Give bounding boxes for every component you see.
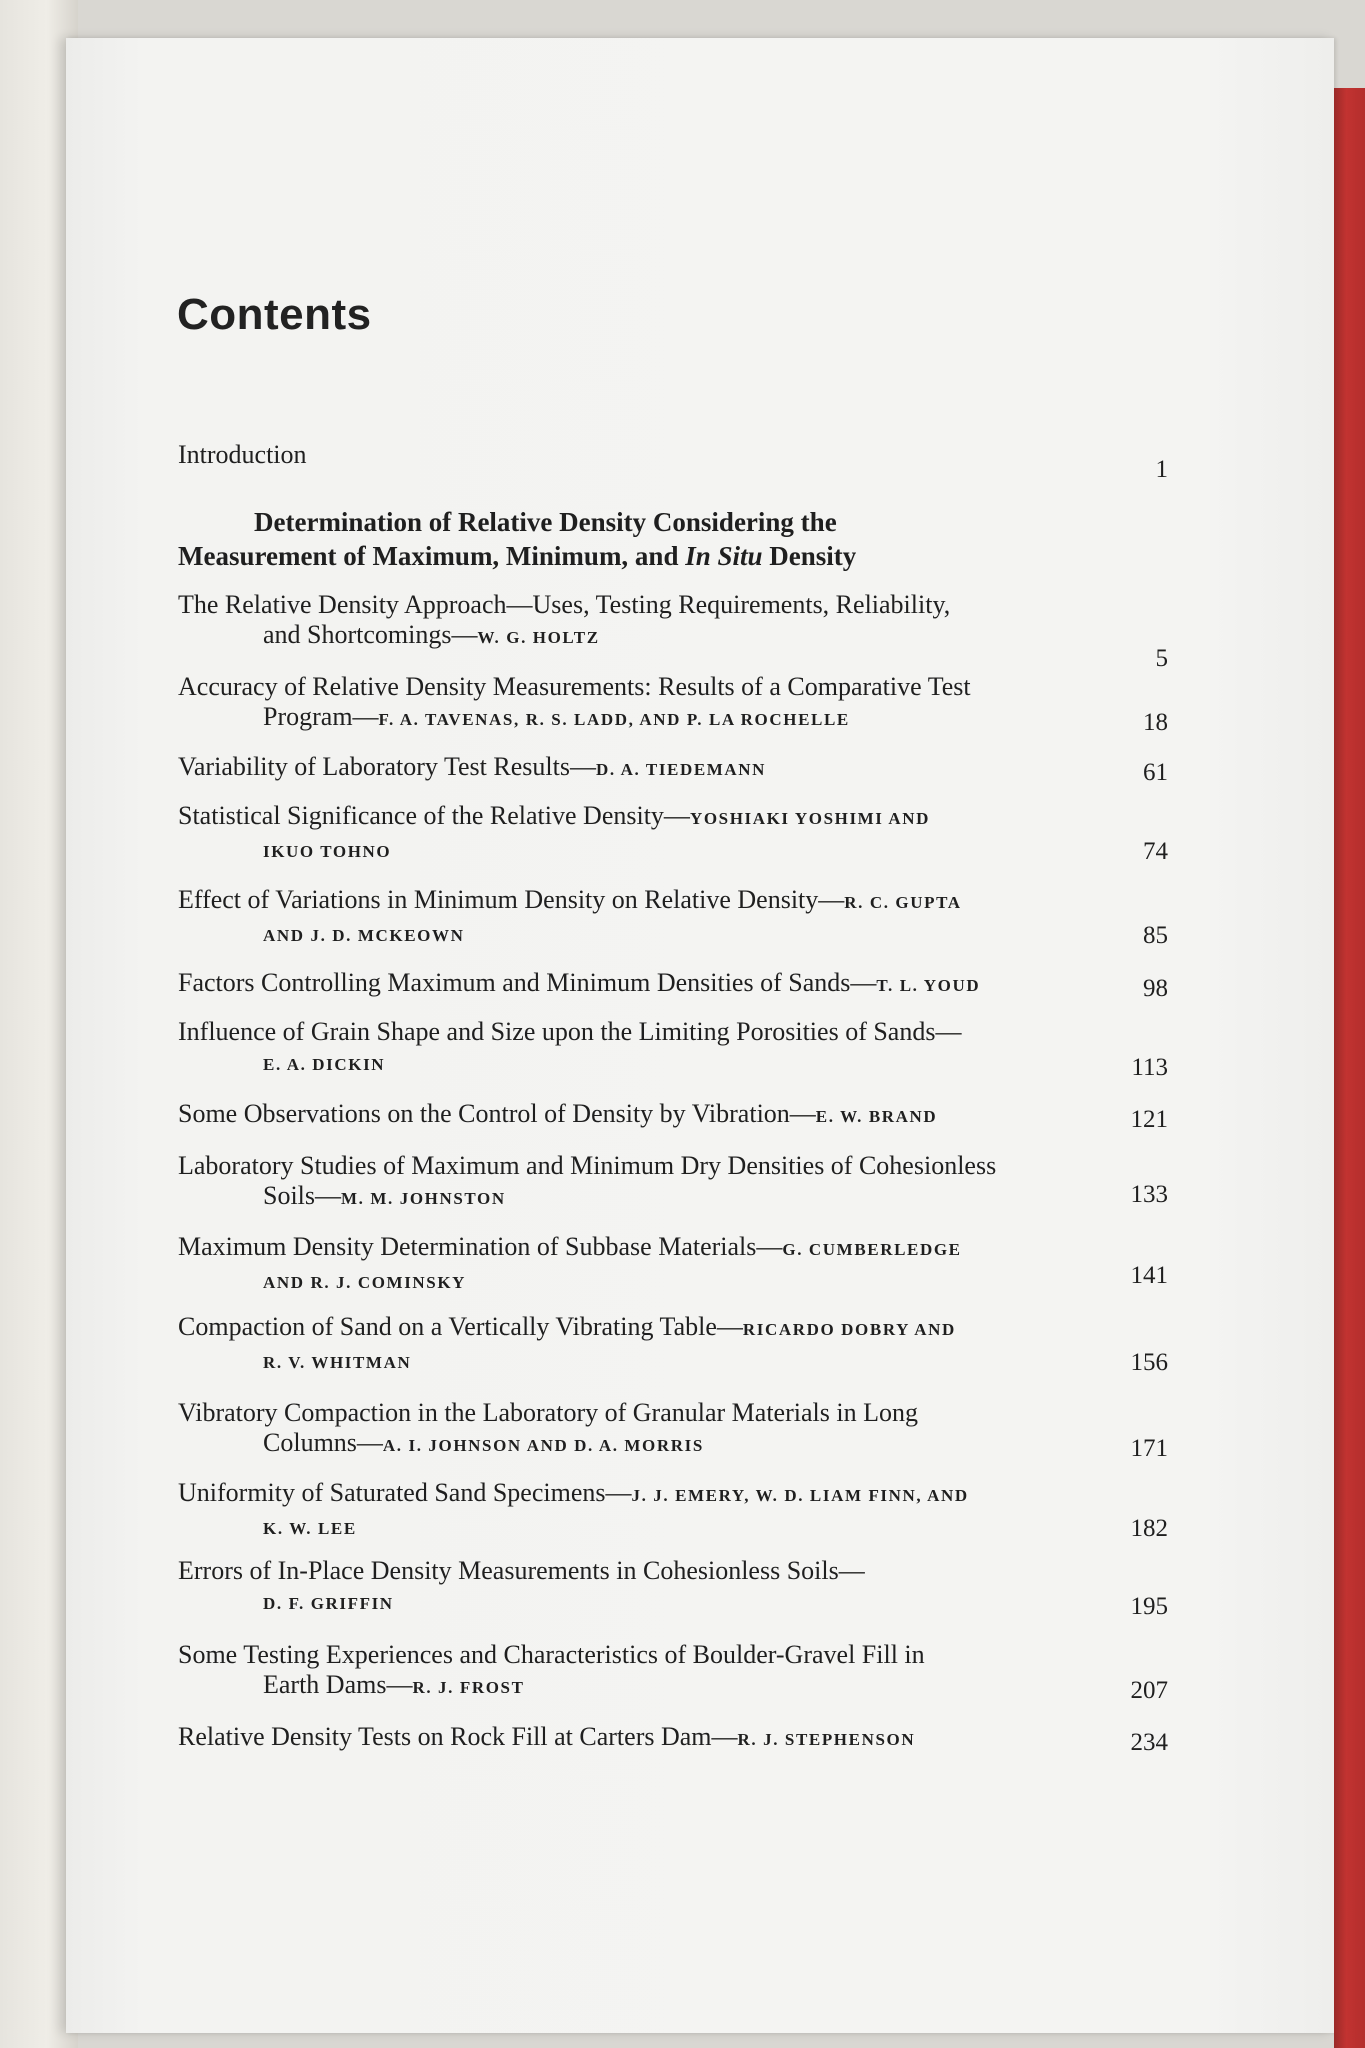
toc-entry-author: D. F. GRIFFIN [263,1594,394,1613]
toc-entry-author: M. M. JOHNSTON [341,1189,506,1208]
toc-entry-line-1 [178,1398,1168,1428]
toc-entry[interactable] [178,968,1168,1001]
toc-entry-title: Effect of Variations in Minimum Density on Relative Density— [178,885,845,914]
toc-page-number: 121 [1130,1106,1168,1133]
section-heading [178,505,1098,573]
toc-page-number: 74 [1143,838,1168,865]
toc-entry-line-1 [178,1478,1168,1511]
toc-entry-title: Some Observations on the Control of Density by Vibration— [178,1099,816,1128]
section-heading-text-end: Density [762,541,857,571]
toc-entry[interactable] [178,1556,1168,1619]
toc-entry-title: Accuracy of Relative Density Measurements: Results of a Comparative Test [178,672,971,701]
toc-entry-author: AND R. J. COMINSKY [263,1273,467,1292]
toc-entry-line-1 [178,590,1168,620]
toc-entry-line-1 [178,1312,1168,1345]
section-heading-line-1: Determination of Relative Density Considering the [254,507,837,537]
toc-entry[interactable] [178,801,1168,867]
toc-page-number: 234 [1130,1729,1168,1756]
toc-entry-title: Vibratory Compaction in the Laboratory of Granular Materials in Long [178,1398,918,1427]
toc-entry-title: Relative Density Tests on Rock Fill at Carters Dam— [178,1722,738,1751]
toc-entry[interactable] [178,1722,1168,1755]
toc-entry[interactable] [178,590,1168,672]
toc-page-number: 61 [1143,759,1168,786]
toc-page-number: 113 [1131,1054,1168,1081]
toc-entry-author: T. L. YOUD [876,976,981,995]
toc-entry-author: RICARDO DOBRY AND [742,1320,956,1339]
toc-entry-introduction [178,440,1168,483]
toc-entry-author: E. W. BRAND [815,1107,938,1126]
toc-entry-line-1 [178,801,1168,834]
toc-entry-line-2 [178,1265,1168,1298]
toc-entry[interactable] [178,1017,1168,1080]
toc-entry-line-2 [178,1047,1168,1080]
toc-entry-title: Some Testing Experiences and Characteristics of Boulder-Gravel Fill in [178,1640,925,1669]
toc-entry-title: Errors of In-Place Density Measurements in Cohesionless Soils— [178,1556,865,1585]
toc-page-number: 182 [1130,1515,1168,1542]
book-cover-edge [1334,88,1365,2048]
toc-entry[interactable] [178,1312,1168,1378]
toc-entry-title: Variability of Laboratory Test Results— [178,752,596,781]
toc-entry-line-1 [178,672,1168,702]
toc-entry-author: E. A. DICKIN [263,1055,386,1074]
toc-entry-author: IKUO TOHNO [263,842,392,861]
toc-page-number: 98 [1143,975,1168,1002]
toc-entry-title: Maximum Density Determination of Subbase Materials— [178,1232,783,1261]
toc-entry-author: W. G. HOLTZ [477,628,600,647]
toc-entry-line-2 [178,834,1168,867]
toc-entry[interactable] [178,1640,1168,1703]
toc-entry-line-1 [178,1640,1168,1670]
toc-entry-author: R. V. WHITMAN [263,1353,412,1372]
toc-entry-title-cont: Program— [263,702,379,731]
toc-entry[interactable] [178,1232,1168,1298]
toc-entry-title-cont: Soils— [263,1181,342,1210]
toc-entry[interactable] [178,1398,1168,1461]
toc-entry-author: K. W. LEE [263,1519,357,1538]
toc-entry-line-2 [178,1428,1168,1461]
toc-entry-author: A. I. JOHNSON AND D. A. MORRIS [382,1436,704,1455]
toc-page-number: 18 [1143,709,1168,736]
toc-entry-line-1 [178,1722,1168,1755]
toc-page-number: 207 [1130,1677,1168,1704]
section-heading-italic: In Situ [685,541,763,571]
toc-entry-line-2 [178,1511,1168,1544]
toc-entry-line-2 [178,620,1168,653]
toc-entry-line-2 [178,918,1168,951]
toc-entry[interactable] [178,752,1168,785]
toc-page-number: 195 [1130,1593,1168,1620]
section-heading-line-2 [178,539,1098,573]
toc-entry-line-1 [178,1232,1168,1265]
toc-page-number: 133 [1130,1181,1168,1208]
toc-entry[interactable] [178,1478,1168,1544]
toc-entry-line-2 [178,702,1168,735]
toc-entry[interactable] [178,672,1168,735]
toc-page-number: 156 [1130,1349,1168,1376]
section-heading-text: Measurement of Maximum, Minimum, and [178,541,686,571]
toc-page-number: 171 [1130,1435,1168,1462]
toc-entry-line-1 [178,752,1168,785]
toc-page-number: 141 [1130,1262,1168,1289]
toc-entry-title: Compaction of Sand on a Vertically Vibrating Table— [178,1312,743,1341]
toc-entry-line-2 [178,1181,1168,1214]
toc-entry-line-1 [178,1556,1168,1586]
page-title: Contents [177,290,372,339]
toc-entry-author: R. J. STEPHENSON [737,1730,916,1749]
toc-entry-title: Statistical Significance of the Relative Density— [178,801,690,830]
toc-entry-line-1 [178,1017,1168,1047]
toc-entry-title: Introduction [178,440,307,469]
toc-entry-title-cont: Columns— [263,1428,383,1457]
toc-entry-line-1 [178,1151,1168,1181]
toc-entry-title: Laboratory Studies of Maximum and Minimum Dry Densities of Cohesionless [178,1151,997,1180]
toc-entry-author: YOSHIAKI YOSHIMI AND [689,809,931,828]
toc-entry[interactable] [178,885,1168,951]
toc-entry-author: D. A. TIEDEMANN [595,760,767,779]
toc-entry-author: F. A. TAVENAS, R. S. LADD, AND P. LA ROCHELLE [378,710,850,729]
toc-entry-line-1 [178,885,1168,918]
toc-entry-line-2 [178,1345,1168,1378]
toc-entry-title-cont: Earth Dams— [263,1670,413,1699]
toc-entry-title: Uniformity of Saturated Sand Specimens— [178,1478,632,1507]
toc-page-number: 1 [1155,456,1168,483]
toc-entry-line-1 [178,968,1168,1001]
toc-entry-author: J. J. EMERY, W. D. LIAM FINN, AND [631,1486,969,1505]
toc-entry-author: R. J. FROST [412,1678,525,1697]
toc-entry-title: Factors Controlling Maximum and Minimum Densities of Sands— [178,968,877,997]
toc-entry-author: R. C. GUPTA [844,893,962,912]
toc-entry-title-cont: and Shortcomings— [263,620,478,649]
toc-page-number: 85 [1143,922,1168,949]
toc-entry-line-1 [178,1099,1168,1132]
toc-entry-line-2 [178,1670,1168,1703]
toc-entry-title: Influence of Grain Shape and Size upon the Limiting Porosities of Sands— [178,1017,962,1046]
toc-entry[interactable] [178,1099,1168,1132]
toc-entry-author: G. CUMBERLEDGE [782,1240,962,1259]
toc-entry[interactable] [178,1151,1168,1214]
toc-entry-author: AND J. D. MCKEOWN [263,926,465,945]
toc-entry-title: The Relative Density Approach—Uses, Testing Requirements, Reliability, [178,590,951,619]
toc-page-number: 5 [1155,645,1168,672]
toc-entry-line-2 [178,1586,1168,1619]
